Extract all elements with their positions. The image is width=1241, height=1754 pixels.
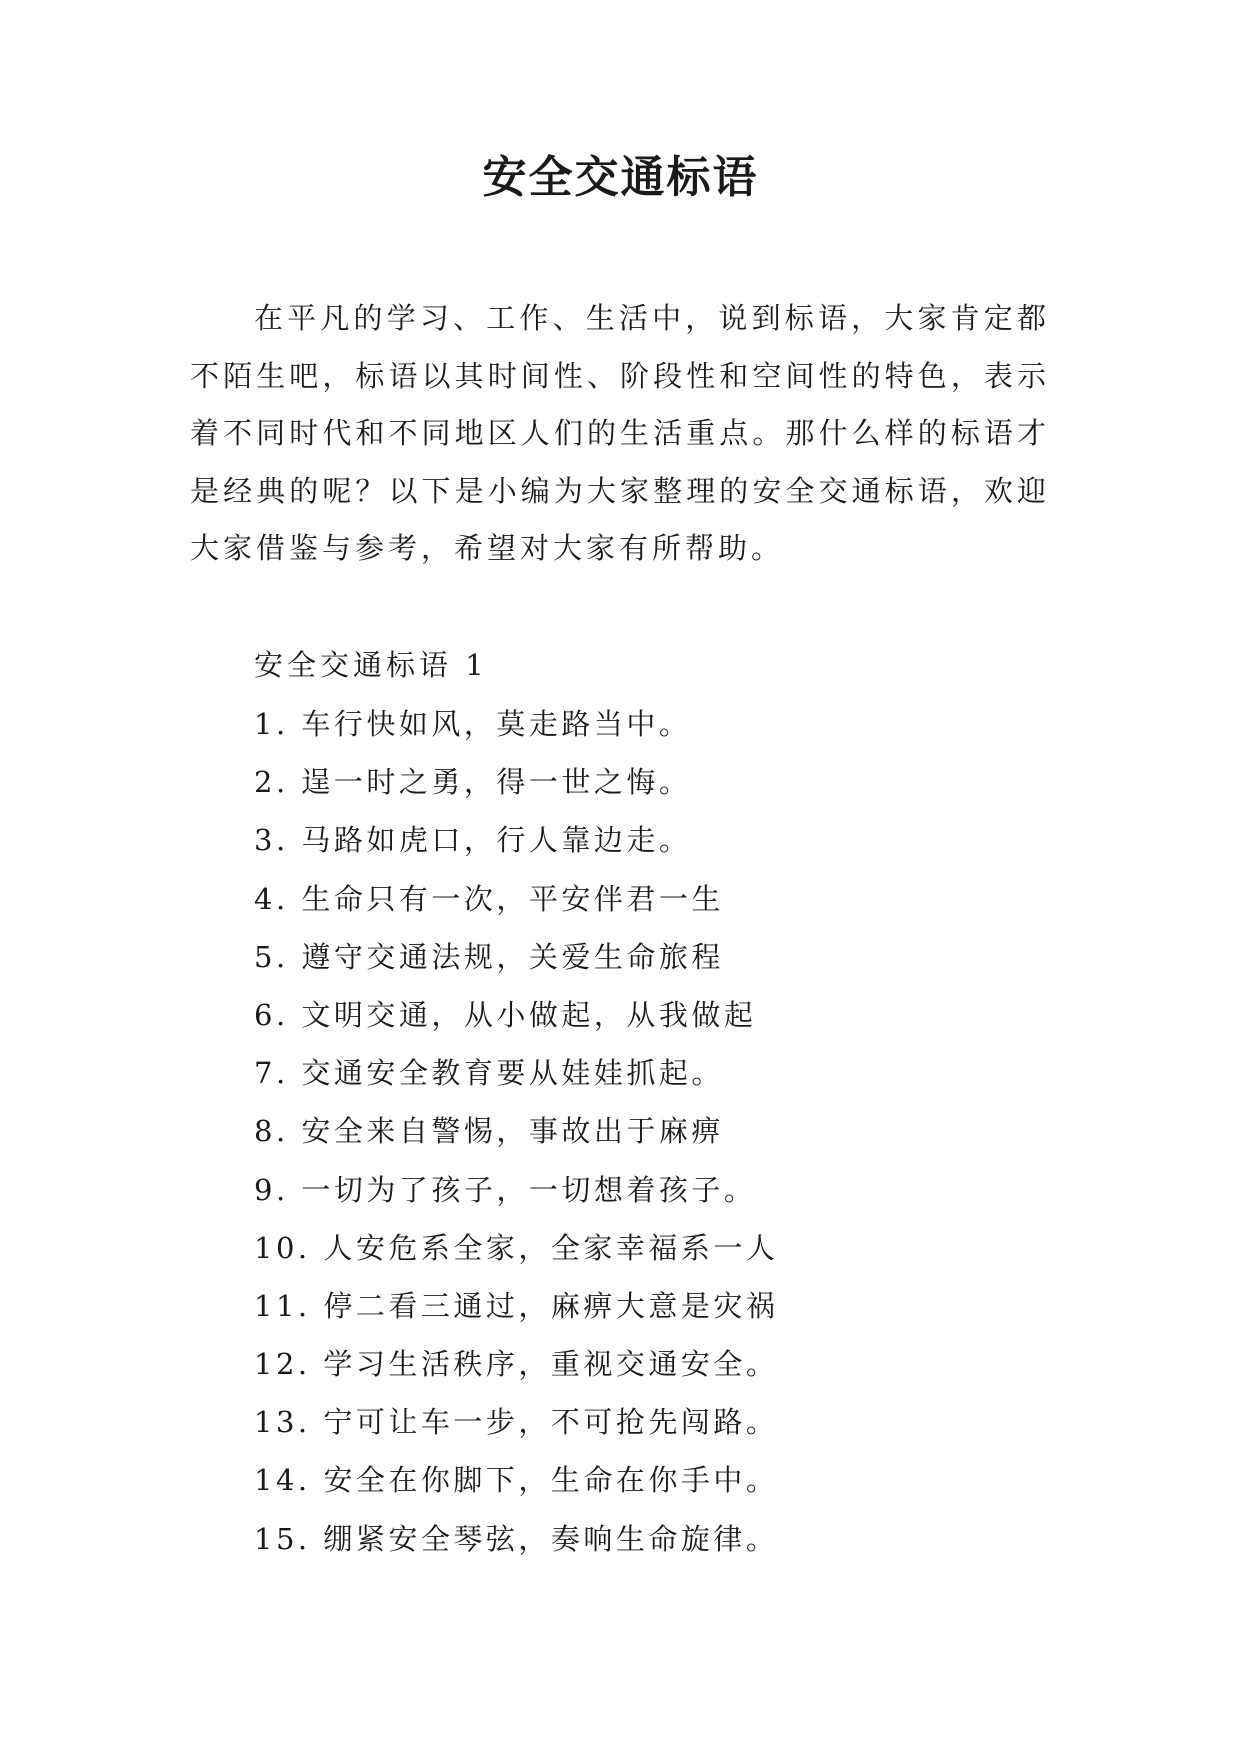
- list-item: 10. 人安危系全家，全家幸福系一人: [254, 1230, 779, 1265]
- intro-paragraph: 在平凡的学习、工作、生活中，说到标语，大家肯定都不陌生吧，标语以其时间性、阶段性和空间性的特色，表示着不同时代和不同地区人们的生活重点。那什么样的标语才是经典的呢？以下是小编为大家整理的安全交通标语，欢迎大家借鉴与参考，希望对大家有所帮助。: [190, 301, 1050, 565]
- list-item: 13. 宁可让车一步，不可抢先闯路。: [254, 1405, 779, 1440]
- list-item: 11. 停二看三通过，麻痹大意是灾祸: [254, 1288, 779, 1323]
- slogan-list: [254, 695, 1054, 1568]
- list-item: 15. 绷紧安全琴弦，奏响生命旋律。: [254, 1521, 779, 1556]
- list-item: 12. 学习生活秩序，重视交通安全。: [254, 1347, 779, 1382]
- section-heading: 安全交通标语 1: [254, 648, 488, 682]
- list-item: 1. 车行快如风，莫走路当中。: [254, 707, 692, 741]
- document-title: 安全交通标语: [482, 152, 759, 203]
- list-item: 3. 马路如虎口，行人靠边走。: [254, 823, 692, 858]
- list-item: 4. 生命只有一次，平安伴君一生: [254, 881, 724, 916]
- list-item: 9. 一切为了孩子，一切想着孩子。: [254, 1172, 757, 1207]
- list-item: 6. 文明交通，从小做起，从我做起: [254, 997, 757, 1032]
- list-item: 14. 安全在你脚下，生命在你手中。: [254, 1463, 779, 1498]
- list-item: 8. 安全来自警惕，事故出于麻痹: [254, 1114, 724, 1149]
- list-item: 7. 交通安全教育要从娃娃抓起。: [254, 1056, 724, 1091]
- list-item: 5. 遵守交通法规，关爱生命旅程: [254, 939, 724, 974]
- list-item: 2. 逞一时之勇，得一世之悔。: [254, 765, 692, 800]
